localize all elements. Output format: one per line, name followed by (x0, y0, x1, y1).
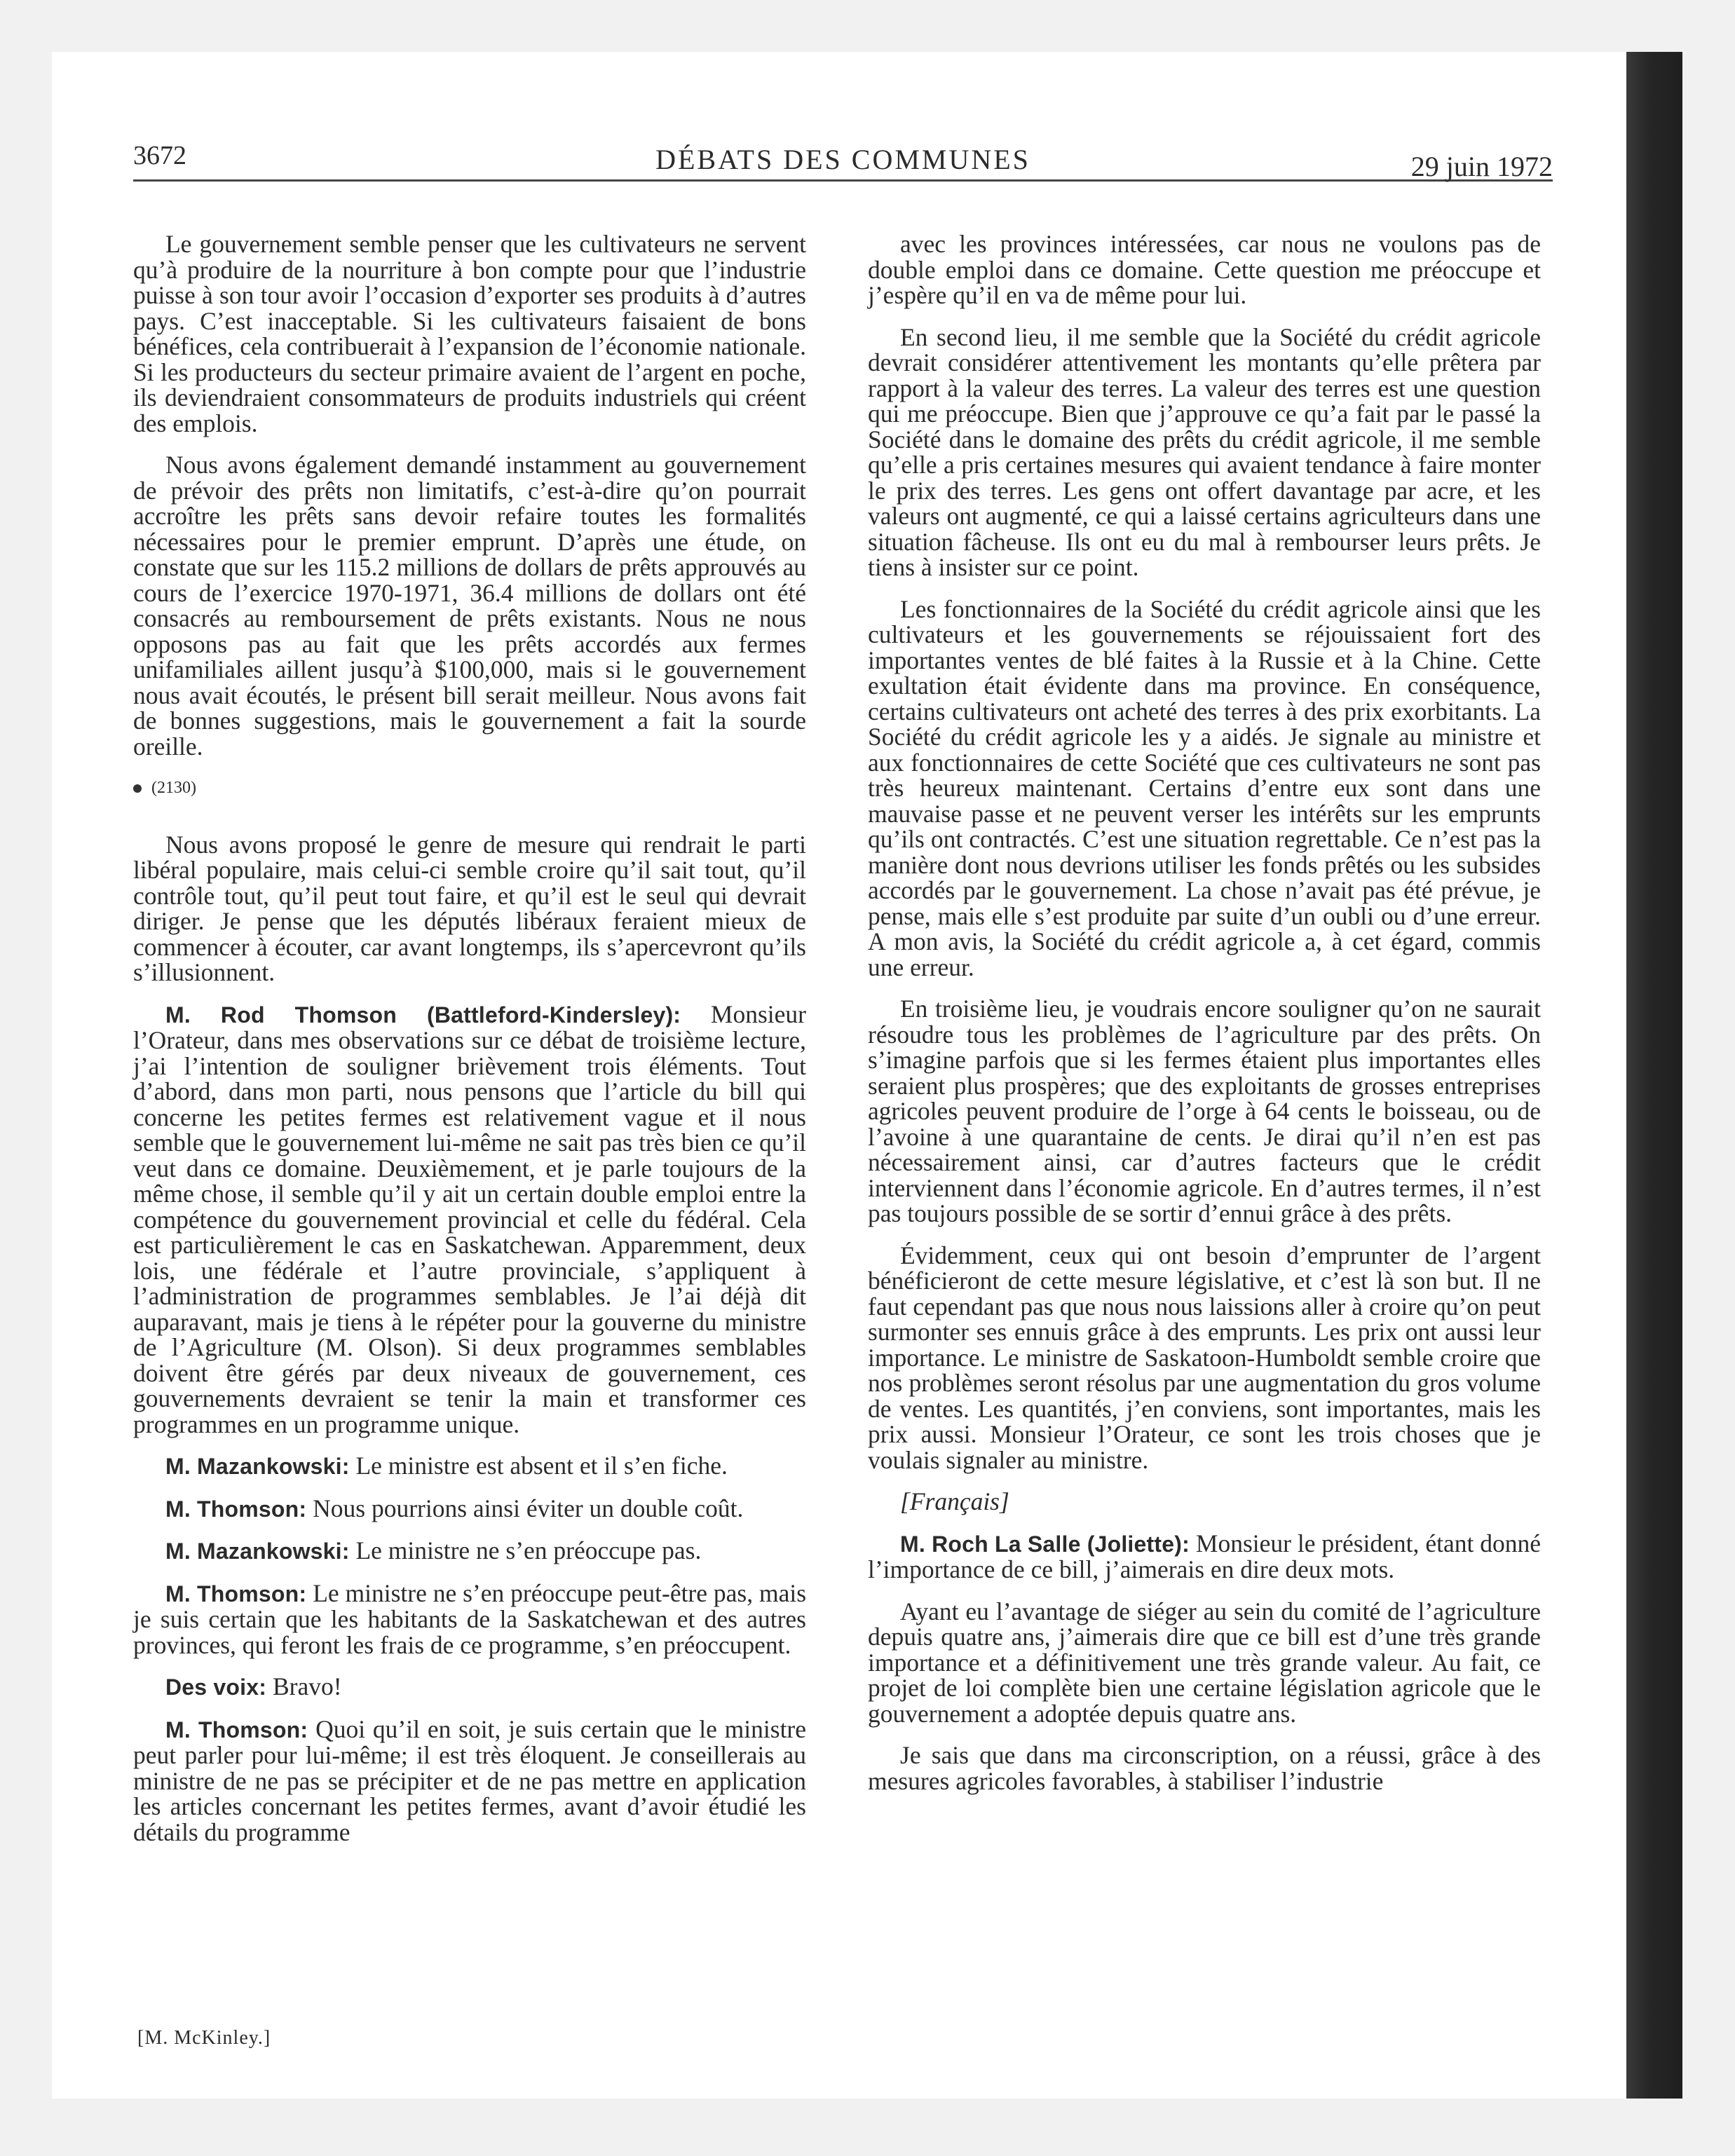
paragraph: Nous avons également demandé instamment au gouvernement de prévoir des prêts non limitatifs, c’est-à-dire qu’on pourrait accroître les prêts sans devoir refaire toutes les formalités nécessaires pour le premier emprunt. D’après une étude, on constate que sur les 115.2 millions de dollars de prêts approuvés au cours de l’exercice 1970-1971, 36.4 millions de dollars ont été consacrés au remboursement de prêts existants. Nous ne nous opposons pas au fait que les prêts accordés aux fermes unifamiliales aillent jusqu’à $100,000, mais si le gouvernement nous avait écoutés, le présent bill serait meilleur. Nous avons fait de bonnes suggestions, mais le gouvernement a fait la sourde oreille. (133, 451, 806, 760)
paragraph: Nous avons proposé le genre de mesure qui rendrait le parti libéral populaire, mais celui-ci semble croire qu’il sait tout, qu’il contrôle tout, qu’il peut tout faire, et qu’il est le seul qui devrait diriger. Je pense que les députés libéraux feraient mieux de commencer à écouter, car avant longtemps, ils s’apercevront qu’ils s’illusionnent. (133, 830, 806, 986)
speaker-footer: [M. McKinley.] (137, 2027, 271, 2049)
paragraph: Le gouvernement semble penser que les cultivateurs ne servent qu’à produire de la nourriture à bon compte pour que l’industrie puisse à son tour avoir l’occasion d’exporter ses produits à d’autres pays. C’est inacceptable. Si les cultivateurs faisaient de bons bénéfices, cela contribuerait à l’expansion de l’économie nationale. Si les producteurs du secteur primaire avaient de l’argent en poche, ils deviendraient consommateurs de produits industriels qui créent des emplois. (133, 230, 806, 437)
paragraph: Les fonctionnaires de la Société du crédit agricole ainsi que les cultivateurs et les gouvernements se réjouissaient fort des importantes ventes de blé faites à la Russie et à la Chine. Cette exultation était évidente dans ma province. En conséquence, certains cultivateurs ont acheté des terres à des prix exorbitants. La Société du crédit agricole les y a aidés. Je signale au ministre et aux fonctionnaires de cette Société que ces cultivateurs ne sont pas très heureux maintenant. Certains d’entre eux sont dans une mauvaise passe et ne peuvent verser les intérêts sur les emprunts qu’ils ont contractés. C’est une situation regrettable. Ce n’est pas la manière dont nous devrions utiliser les fonds prêtés ou les subsides accordés par le gouvernement. La chose n’avait pas été prévue, je pense, mais elle s’est produite par suite d’un oubli ou d’une erreur. A mon avis, la Société du crédit agricole a, à cet égard, commis une erreur. (868, 594, 1541, 981)
time-marker-label: (2130) (151, 779, 196, 797)
speech-text: Quoi qu’il en soit, je suis certain que le ministre peut parler pour lui-même; il est très éloquent. Je conseillerais au ministre de ne pas se précipiter et de ne pas mettre en application les articles concernant les petites fermes, avant d’avoir étudié les détails du programme (133, 1714, 807, 1846)
speech (133, 1496, 806, 1522)
speech (133, 1674, 806, 1700)
speaker-name: Des voix: (165, 1674, 267, 1700)
page-number: 3672 (133, 141, 186, 170)
speech-text: Monsieur le président, étant donné l’importance de ce bill, j’aimerais en dire deux mots. (868, 1529, 1541, 1583)
paragraph: Ayant eu l’avantage de siéger au sein du comité de l’agriculture depuis quatre ans, j’aimerais dire que ce bill est d’une très grande importance et a définitivement une très grande valeur. Au fait, ce projet de loi complète bien une certaine législation agricole que le gouvernement a adoptée depuis quatre ans. (868, 1597, 1541, 1728)
speaker-name: M. Roch La Salle (Joliette): (900, 1531, 1190, 1557)
right-column (868, 231, 1541, 1810)
speech-text: Le ministre est absent et il s’en fiche. (355, 1452, 728, 1480)
bullet-dot-icon (133, 784, 142, 793)
speaker-name: M. Thomson: (165, 1581, 307, 1606)
paragraph: En second lieu, il me semble que la Société du crédit agricole devrait considérer attentivement les montants qu’elle prêtera par rapport à la valeur des terres. La valeur des terres est une question qui me préoccupe. Bien que j’approuve ce qu’a fait par le passé la Société dans le domaine des prêts du crédit agricole, il me semble qu’elle a pris certaines mesures qui avaient tendance à faire monter le prix des terres. Les gens ont offert davantage par acre, et les valeurs ont augmenté, ce qui a laissé certains agriculteurs dans une situation fâcheuse. Ils ont eu du mal à rembourser leurs prêts. Je tiens à insister sur ce point. (868, 322, 1541, 581)
speech-text: Le ministre ne s’en préoccupe pas. (355, 1536, 702, 1564)
speech (868, 1531, 1541, 1583)
publication-title: DÉBATS DES COMMUNES (655, 144, 1030, 175)
speech-text: Monsieur l’Orateur, dans mes observations sur ce débat de troisième lecture, j’ai l’intention de souligner brièvement trois éléments. Tout d’abord, dans mon parti, nous pensons que l’article du bill qui concerne les petites fermes est relativement vague et il nous semble que le gouvernement lui-même ne sait pas très bien ce qu’il veut dans ce domaine. Deuxièmement, et je parle toujours de la même chose, il semble qu’il y ait un certain double emploi entre la compétence du gouvernement provincial et celle du fédéral. Cela est particulièrement le cas en Saskatchewan. Apparemment, deux lois, une fédérale et l’autre provinciale, s’appliquent à l’administration de programmes semblables. Je l’ai déjà dit auparavant, mais je tiens à le répéter pour la gouverne du ministre de l’Agriculture (M. Olson). Si deux programmes semblables doivent être gérés par deux niveaux de gouvernement, ces gouvernements devraient se tenir la main et transformer ces programmes en un programme unique. (133, 999, 806, 1438)
paragraph: En troisième lieu, je voudrais encore souligner qu’on ne saurait résoudre tous les problèmes de l’agriculture par des prêts. On s’imagine parfois que si les fermes étaient plus importantes elles seraient plus prospères; que des exploitants de grosses entreprises agricoles peuvent produire de l’orge à 64 cents le boisseau, ou de l’avoine à une quarantaine de cents. Je dirai qu’il n’en est pas nécessairement ainsi, car d’autres facteurs que le crédit interviennent dans l’économie agricole. En d’autres termes, il n’est pas toujours possible de se sortir d’ennui grâce à des prêts. (868, 995, 1541, 1227)
speaker-name: M. Mazankowski: (165, 1454, 350, 1479)
speech (133, 1714, 807, 1846)
page-date: 29 juin 1972 (1410, 151, 1553, 182)
paragraph: avec les provinces intéressées, car nous ne voulons pas de double emploi dans ce domaine. Cette question me préoccupe et j’espère qu’il en va de même pour lui. (868, 230, 1541, 309)
speech (133, 1578, 807, 1659)
speaker-name: M. Mazankowski: (165, 1538, 350, 1564)
language-tag: [Français] (900, 1487, 1009, 1515)
speech (133, 999, 806, 1438)
speech-text: Nous pourrions ainsi éviter un double coût. (313, 1494, 744, 1522)
speech-text: Bravo! (272, 1672, 342, 1700)
speaker-name: M. Rod Thomson (Battleford-Kindersley): (165, 1002, 681, 1028)
paragraph: Je sais que dans ma circonscription, on a réussi, grâce à des mesures agricoles favorables, à stabiliser l’industrie (868, 1741, 1541, 1795)
speech (133, 1538, 806, 1564)
left-column (133, 231, 806, 1861)
speech-text: Le ministre ne s’en préoccupe peut-être pas, mais je suis certain que les habitants de la Saskatchewan et des autres provinces, qui feront les frais de ce programme, s’en préoccupent. (133, 1578, 807, 1659)
speaker-name: M. Thomson: (165, 1717, 308, 1742)
speech (133, 1453, 806, 1480)
page-header (133, 140, 1553, 182)
scan-edge-shadow (1626, 52, 1682, 2099)
speaker-name: M. Thomson: (165, 1496, 307, 1522)
paragraph: Évidemment, ceux qui ont besoin d’emprunter de l’argent bénéficieront de cette mesure législative, et c’est là son but. Il ne faut cependant pas que nous nous laissions aller à croire qu’on peut surmonter ses ennuis grâce à des emprunts. Les prix ont aussi leur importance. Le ministre de Saskatoon-Humboldt semble croire que nos problèmes seront résolus par une augmentation du gros volume de ventes. Les quantités, j’en conviens, sont importantes, mais les prix aussi. Monsieur l’Orateur, ce sont les trois choses que je voulais signaler au ministre. (868, 1241, 1541, 1474)
time-marker (133, 775, 806, 801)
